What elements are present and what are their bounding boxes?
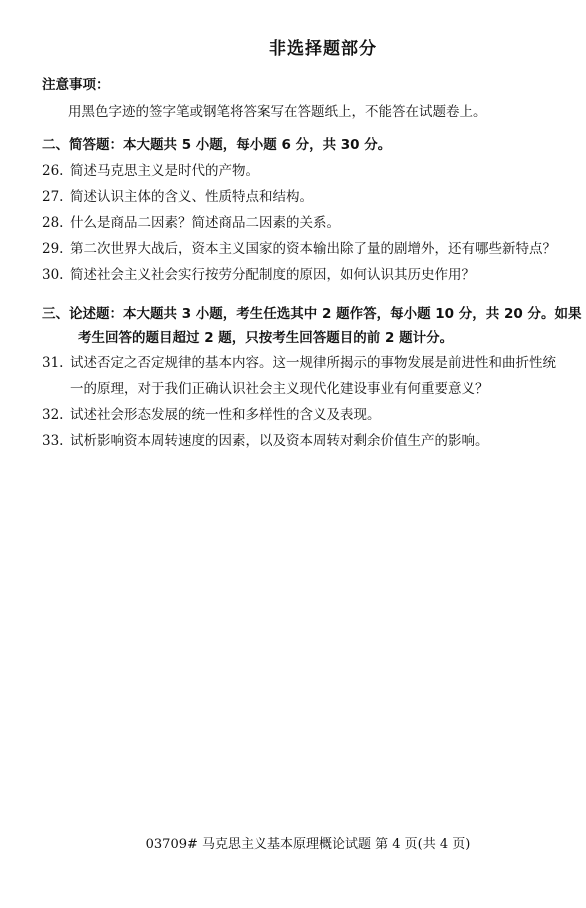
- question-text: 简述认识主体的含义、性质特点和结构。: [70, 189, 313, 205]
- question-30: [42, 262, 562, 288]
- question-text: 试述社会形态发展的统一性和多样性的含义及表现。: [70, 407, 381, 423]
- question-32: [42, 402, 562, 428]
- question-number: 30.: [42, 267, 64, 283]
- question-number: 33.: [42, 433, 64, 449]
- question-text: 试述否定之否定规律的基本内容。这一规律所揭示的事物发展是前进性和曲折性统: [70, 355, 556, 371]
- question-number: 29.: [42, 241, 64, 257]
- section-heading-line1: 三、论述题：本大题共 3 小题，考生任选其中 2 题作答，每小题 10 分，共 20 分。如果: [42, 306, 582, 322]
- question-text: 什么是商品二因素？简述商品二因素的关系。: [70, 215, 340, 231]
- section-heading-short-answer: 二、简答题：本大题共 5 小题，每小题 6 分，共 30 分。: [42, 137, 392, 153]
- question-text: 第二次世界大战后，资本主义国家的资本输出除了量的剧增外，还有哪些新特点？: [70, 241, 556, 257]
- question-number: 31.: [42, 355, 64, 371]
- question-number: 26.: [42, 163, 64, 179]
- question-text: 简述马克思主义是时代的产物。: [70, 163, 259, 179]
- page-title: 非选择题部分: [269, 39, 377, 59]
- section-heading-line2: 考生回答的题目超过 2 题，只按考生回答题目的前 2 题计分。: [78, 330, 454, 346]
- notice-text: 用黑色字迹的签字笔或钢笔将答案写在答题纸上，不能答在试题卷上。: [68, 104, 487, 120]
- question-number: 27.: [42, 189, 64, 205]
- question-28: [42, 210, 562, 236]
- question-text: 简述社会主义社会实行按劳分配制度的原因，如何认识其历史作用？: [70, 267, 475, 283]
- section-heading-essay: [42, 302, 581, 350]
- question-27: [42, 184, 562, 210]
- page-footer: 03709# 马克思主义基本原理概论试题 第 4 页(共 4 页): [145, 837, 471, 852]
- question-text-continued: 一的原理，对于我们正确认识社会主义现代化建设事业有何重要意义？: [70, 381, 489, 397]
- question-33: [42, 428, 562, 454]
- question-26: [42, 158, 562, 184]
- question-number: 32.: [42, 407, 64, 423]
- question-text: 试析影响资本周转速度的因素，以及资本周转对剩余价值生产的影响。: [70, 433, 489, 449]
- question-31: [42, 350, 562, 402]
- question-29: [42, 236, 562, 262]
- question-number: 28.: [42, 215, 64, 231]
- notice-heading: 注意事项：: [42, 77, 110, 93]
